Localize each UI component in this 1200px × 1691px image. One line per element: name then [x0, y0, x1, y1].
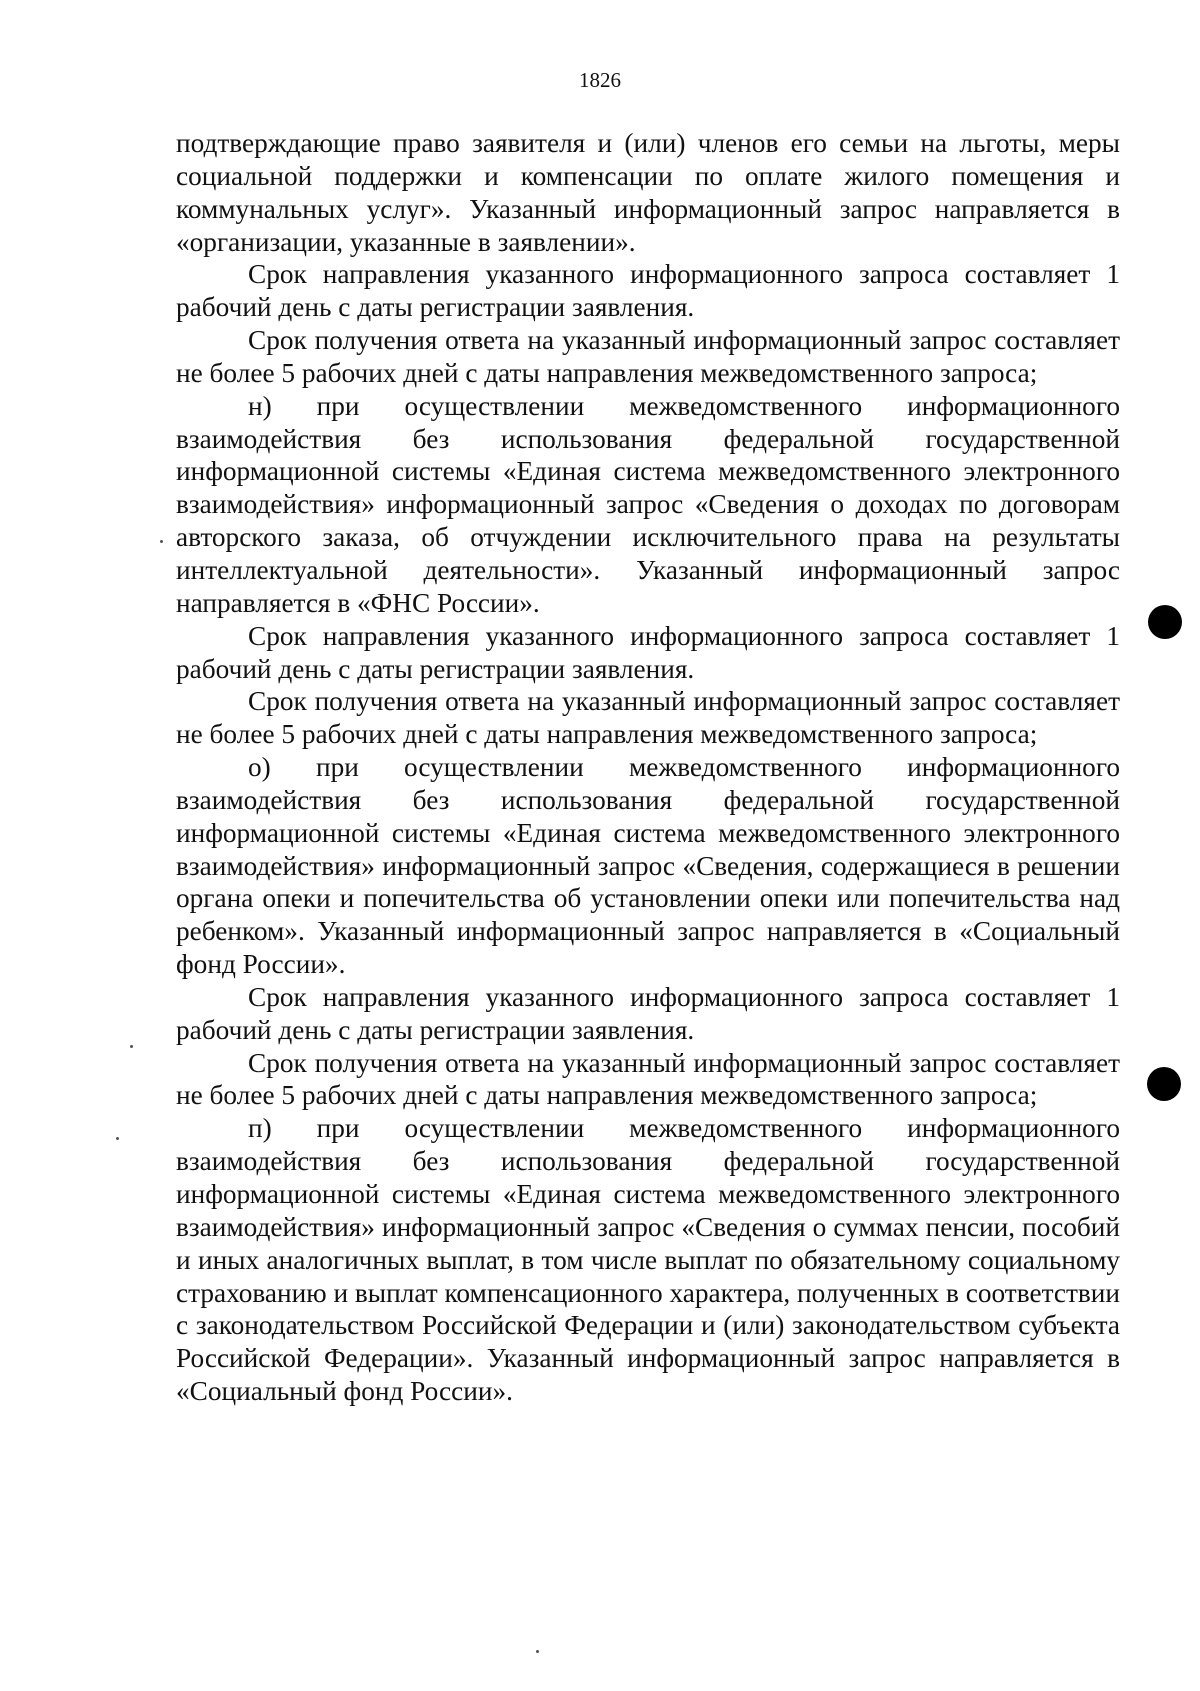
scan-speck [116, 1137, 119, 1140]
punch-hole [1148, 605, 1182, 639]
paragraph-response-deadline: Срок получения ответа на указанный информационный запрос составляет не более 5 рабочих дней с даты направления межведомственного запроса; [176, 325, 1120, 388]
paragraph-response-deadline: Срок получения ответа на указанный информационный запрос составляет не более 5 рабочих дней с даты направления межведомственного запроса; [176, 1047, 1120, 1111]
paragraph-continuation: подтверждающие право заявителя и (или) членов его семьи на льготы, меры социальной поддержки и компенсации по оплате жилого помещения и коммунальных услуг». Указанный информационный запрос направляется в «организации, указанные в заявлении». [176, 128, 1120, 257]
paragraph-item-n: н) при осуществлении межведомственного информационного взаимодействия без использования федеральной государственной информационной системы «Единая система межведомственного электронного взаимодействия» информационный запрос «Сведения о доходах по договорам авторского заказа, об отчуждении исключительного права на результаты интеллектуальной деятельности». Указанный информационный запрос направляется в «ФНС России». [176, 390, 1120, 618]
scan-speck [536, 1650, 539, 1653]
paragraph-request-deadline: Срок направления указанного информационного запроса составляет 1 рабочий день с даты регистрации заявления. [176, 981, 1120, 1045]
paragraph-request-deadline: Срок направления указанного информационного запроса составляет 1 рабочий день с даты регистрации заявления. [176, 259, 1120, 323]
scan-speck [130, 1045, 133, 1048]
page-number: 1826 [579, 68, 621, 92]
scan-speck [160, 540, 163, 543]
paragraph-item-p: п) при осуществлении межведомственного информационного взаимодействия без использования федеральной государственной информационной системы «Единая система межведомственного электронного взаимодействия» информационный запрос «Сведения о суммах пенсии, пособий и иных аналогичных выплат, в том числе выплат по обязательному социальному страхованию и выплат компенсационного характера, полученных в соответствии с законодательством Российской Федерации и (или) законодательством субъекта Российской Федерации». Указанный информационный запрос направляется в «Социальный фонд России». [176, 1113, 1120, 1407]
paragraph-response-deadline: Срок получения ответа на указанный информационный запрос составляет не более 5 рабочих дней с даты направления межведомственного запроса; [176, 686, 1120, 750]
punch-hole [1147, 1067, 1181, 1101]
document-body [176, 127, 1120, 1408]
paragraph-item-o: о) при осуществлении межведомственного информационного взаимодействия без использования федеральной государственной информационной системы «Единая система межведомственного электронного взаимодействия» информационный запрос «Сведения, содержащиеся в решении органа опеки и попечительства об установлении опеки или попечительства над ребенком». Указанный информационный запрос направляется в «Социальный фонд России». [176, 752, 1120, 980]
paragraph-request-deadline: Срок направления указанного информационного запроса составляет 1 рабочий день с даты регистрации заявления. [176, 620, 1120, 684]
